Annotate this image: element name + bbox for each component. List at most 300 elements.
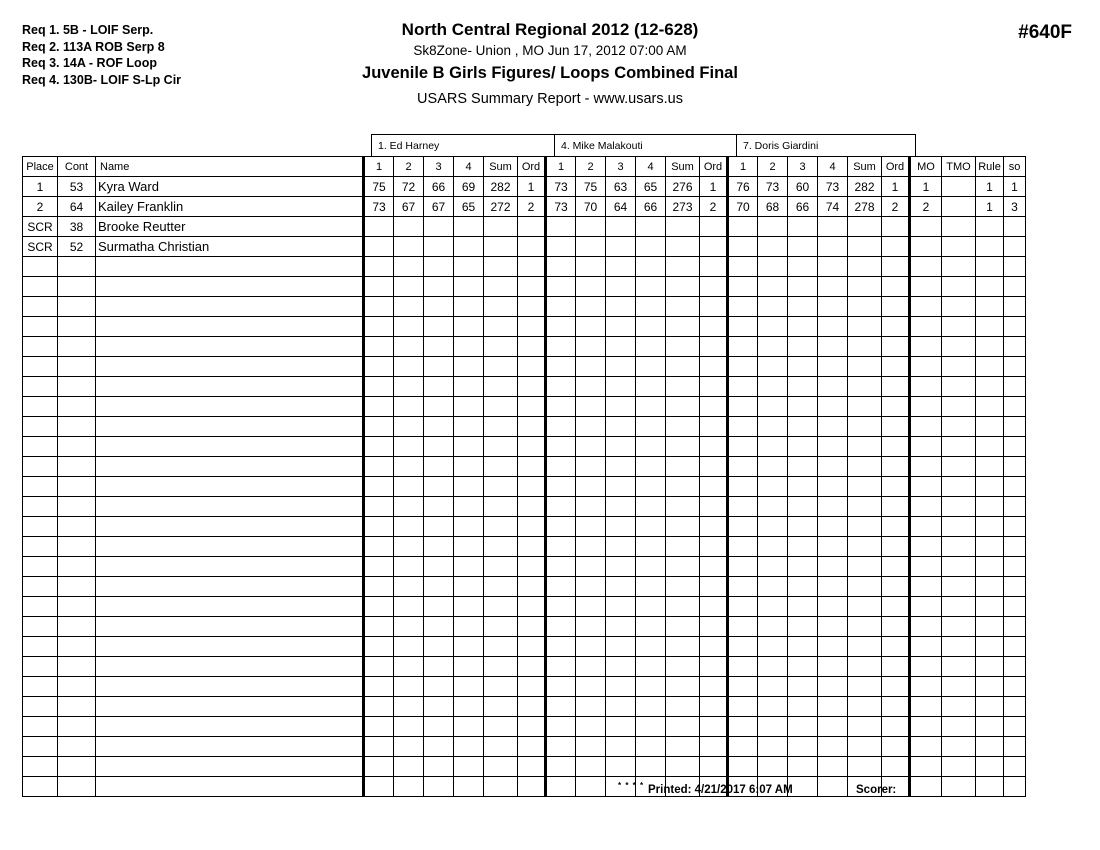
cell-j1-score-3 (424, 477, 454, 497)
cell-cont (58, 517, 96, 537)
cell-j2-score-4 (636, 717, 666, 737)
cell-j1-score-4: 69 (454, 177, 484, 197)
cell-j2-sum: 276 (666, 177, 700, 197)
cell-j1-score-4 (454, 237, 484, 257)
cell-j3-sum (848, 597, 882, 617)
cell-j3-sum (848, 737, 882, 757)
cell-j2-sum (666, 217, 700, 237)
cell-j3-ord (882, 257, 910, 277)
cell-j1-score-1 (364, 777, 394, 797)
cell-j2-ord (700, 577, 728, 597)
cell-j1-score-1 (364, 217, 394, 237)
cell-j3-ord (882, 717, 910, 737)
cell-tmo (942, 357, 976, 377)
cell-j1-score-3 (424, 777, 454, 797)
cell-j3-score-1 (728, 557, 758, 577)
table-row-empty (23, 597, 1026, 617)
cell-name (96, 617, 364, 637)
cell-j3-score-4: 73 (818, 177, 848, 197)
cell-j1-score-3 (424, 237, 454, 257)
cell-j2-score-3 (606, 257, 636, 277)
cell-so (1004, 397, 1026, 417)
cell-j2-score-2 (576, 277, 606, 297)
cell-j1-score-3 (424, 497, 454, 517)
cell-j1-score-3 (424, 677, 454, 697)
cell-j3-sum (848, 677, 882, 697)
cell-j2-ord (700, 297, 728, 317)
cell-j3-score-1 (728, 417, 758, 437)
cell-j3-score-4 (818, 757, 848, 777)
cell-name (96, 677, 364, 697)
cell-j2-ord (700, 617, 728, 637)
cell-j1-score-1 (364, 257, 394, 277)
cell-j1-ord (518, 537, 546, 557)
cell-j1-score-3 (424, 437, 454, 457)
cell-j1-score-2 (394, 517, 424, 537)
cell-j3-sum (848, 497, 882, 517)
cell-j1-score-3 (424, 217, 454, 237)
cell-j1-score-2 (394, 757, 424, 777)
cell-j3-score-4 (818, 437, 848, 457)
cell-j3-sum (848, 457, 882, 477)
cell-place (23, 457, 58, 477)
cell-j3-sum (848, 477, 882, 497)
cell-mo (910, 417, 942, 437)
cell-j1-sum (484, 397, 518, 417)
table-header-row (23, 157, 1026, 177)
table-row-empty (23, 717, 1026, 737)
cell-j2-sum (666, 737, 700, 757)
cell-j3-score-3 (788, 297, 818, 317)
cell-j3-score-3 (788, 317, 818, 337)
cell-j3-ord (882, 477, 910, 497)
cell-tmo (942, 317, 976, 337)
cell-j1-score-2 (394, 397, 424, 417)
cell-j1-score-4 (454, 217, 484, 237)
cell-j2-ord (700, 457, 728, 477)
table-row-empty (23, 617, 1026, 637)
cell-j3-sum (848, 397, 882, 417)
cell-j2-score-3 (606, 757, 636, 777)
cell-mo (910, 257, 942, 277)
cell-so (1004, 217, 1026, 237)
cell-j1-ord (518, 577, 546, 597)
cell-place (23, 417, 58, 437)
cell-j3-score-4 (818, 777, 848, 797)
cell-j2-score-2 (576, 537, 606, 557)
cell-j3-score-2: 68 (758, 197, 788, 217)
cell-tmo (942, 257, 976, 277)
col-header-j2-3: 3 (606, 157, 636, 177)
cell-j3-score-1 (728, 257, 758, 277)
cell-j3-score-3: 60 (788, 177, 818, 197)
cell-j2-score-4 (636, 617, 666, 637)
cell-j1-score-2 (394, 377, 424, 397)
cell-cont (58, 337, 96, 357)
cell-j1-score-3 (424, 337, 454, 357)
cell-j2-score-4 (636, 497, 666, 517)
cell-rule (976, 377, 1004, 397)
col-header-j2-ord: Ord (700, 157, 728, 177)
cell-name (96, 577, 364, 597)
cell-place (23, 617, 58, 637)
cell-cont (58, 297, 96, 317)
cell-j1-score-3 (424, 737, 454, 757)
cell-j1-score-3 (424, 717, 454, 737)
cell-rule (976, 477, 1004, 497)
table-row-empty (23, 537, 1026, 557)
cell-place (23, 697, 58, 717)
cell-tmo (942, 417, 976, 437)
cell-rule (976, 697, 1004, 717)
cell-cont (58, 717, 96, 737)
cell-j3-ord (882, 437, 910, 457)
table-row-empty (23, 397, 1026, 417)
col-header-j2-4: 4 (636, 157, 666, 177)
cell-tmo (942, 217, 976, 237)
cell-cont (58, 557, 96, 577)
cell-j3-score-2 (758, 377, 788, 397)
table-row-empty (23, 637, 1026, 657)
cell-j3-score-4 (818, 497, 848, 517)
cell-mo (910, 677, 942, 697)
col-header-mo: MO (910, 157, 942, 177)
cell-j2-score-2 (576, 317, 606, 337)
cell-j1-sum (484, 437, 518, 457)
cell-j1-sum (484, 497, 518, 517)
cell-j1-score-1 (364, 277, 394, 297)
cell-j3-score-4 (818, 297, 848, 317)
cell-j3-score-2 (758, 397, 788, 417)
cell-j1-ord (518, 717, 546, 737)
cell-place (23, 677, 58, 697)
cell-j2-score-3: 63 (606, 177, 636, 197)
cell-j3-score-1 (728, 337, 758, 357)
cell-j2-sum (666, 677, 700, 697)
cell-place (23, 257, 58, 277)
cell-j3-score-4 (818, 317, 848, 337)
cell-j3-score-1 (728, 297, 758, 317)
cell-j2-score-1: 73 (546, 177, 576, 197)
cell-j1-score-4 (454, 277, 484, 297)
col-header-j3-1: 1 (728, 157, 758, 177)
cell-j2-score-4 (636, 677, 666, 697)
col-header-j2-2: 2 (576, 157, 606, 177)
cell-j1-ord (518, 557, 546, 577)
col-header-j3-3: 3 (788, 157, 818, 177)
cell-j1-score-1 (364, 657, 394, 677)
cell-tmo (942, 717, 976, 737)
cell-place (23, 437, 58, 457)
col-header-rule: Rule (976, 157, 1004, 177)
cell-tmo (942, 457, 976, 477)
cell-j3-score-4 (818, 657, 848, 677)
cell-mo (910, 397, 942, 417)
cell-j3-score-2 (758, 597, 788, 617)
cell-j3-score-3 (788, 377, 818, 397)
cell-j3-score-2 (758, 357, 788, 377)
cell-j3-score-2 (758, 537, 788, 557)
col-header-j1-sum: Sum (484, 157, 518, 177)
cell-j2-score-1 (546, 757, 576, 777)
cell-j1-score-4: 65 (454, 197, 484, 217)
cell-so (1004, 537, 1026, 557)
cell-j2-score-3 (606, 357, 636, 377)
cell-j1-sum (484, 237, 518, 257)
cell-j1-score-2 (394, 237, 424, 257)
cell-name (96, 757, 364, 777)
cell-j3-score-2 (758, 217, 788, 237)
cell-mo (910, 477, 942, 497)
cell-j1-score-3 (424, 257, 454, 277)
cell-j3-score-2 (758, 277, 788, 297)
cell-mo (910, 517, 942, 537)
cell-rule (976, 337, 1004, 357)
table-row-empty (23, 417, 1026, 437)
cell-j2-score-2 (576, 377, 606, 397)
cell-tmo (942, 637, 976, 657)
cell-j1-ord (518, 417, 546, 437)
cell-j3-score-2 (758, 297, 788, 317)
requirement-item: Req 1. 5B - LOIF Serp. (22, 23, 154, 37)
cell-j1-score-1 (364, 697, 394, 717)
event-title: Juvenile B Girls Figures/ Loops Combined Final (362, 64, 738, 82)
cell-j1-sum (484, 737, 518, 757)
cell-j3-sum (848, 557, 882, 577)
cell-j2-score-1 (546, 257, 576, 277)
cell-j3-score-2 (758, 337, 788, 357)
cell-j2-sum (666, 577, 700, 597)
cell-j2-score-3 (606, 697, 636, 717)
judge-label-1: 1. Ed Harney (378, 139, 440, 152)
cell-place (23, 517, 58, 537)
cell-name (96, 277, 364, 297)
cell-j3-score-1 (728, 217, 758, 237)
table-row-empty (23, 437, 1026, 457)
cell-j1-ord (518, 477, 546, 497)
cell-j1-score-4 (454, 477, 484, 497)
cell-j2-score-1 (546, 537, 576, 557)
cell-j1-score-4 (454, 457, 484, 477)
cell-j1-score-4 (454, 777, 484, 797)
cell-j3-score-4 (818, 557, 848, 577)
cell-rule (976, 777, 1004, 797)
cell-j1-ord (518, 217, 546, 237)
cell-j2-sum (666, 517, 700, 537)
cell-place (23, 377, 58, 397)
cell-j3-ord (882, 297, 910, 317)
cell-tmo (942, 597, 976, 617)
cell-j3-sum (848, 337, 882, 357)
cell-j2-score-4 (636, 577, 666, 597)
cell-so (1004, 737, 1026, 757)
cell-j3-score-2 (758, 757, 788, 777)
cell-j3-ord (882, 217, 910, 237)
cell-j2-score-2 (576, 237, 606, 257)
cell-j3-score-4 (818, 477, 848, 497)
cell-j3-ord (882, 317, 910, 337)
cell-name (96, 317, 364, 337)
cell-j3-score-2 (758, 737, 788, 757)
cell-j1-score-3: 66 (424, 177, 454, 197)
table-row-empty (23, 297, 1026, 317)
cell-j1-score-1 (364, 397, 394, 417)
cell-j2-score-4 (636, 737, 666, 757)
cell-name (96, 337, 364, 357)
cell-j2-score-1 (546, 377, 576, 397)
cell-j2-score-4 (636, 757, 666, 777)
cell-tmo (942, 537, 976, 557)
cell-j1-score-1 (364, 357, 394, 377)
cell-j3-score-1 (728, 357, 758, 377)
cell-j2-score-1 (546, 457, 576, 477)
cell-j2-score-1 (546, 597, 576, 617)
cell-j2-score-4 (636, 217, 666, 237)
cell-j2-score-4 (636, 237, 666, 257)
cell-j3-score-1 (728, 617, 758, 637)
cell-name (96, 297, 364, 317)
cell-j2-score-1 (546, 717, 576, 737)
cell-j2-score-4 (636, 457, 666, 477)
cell-j2-sum (666, 497, 700, 517)
col-header-place: Place (23, 157, 58, 177)
cell-j2-sum (666, 657, 700, 677)
cell-j1-score-2 (394, 697, 424, 717)
cell-j1-score-4 (454, 517, 484, 537)
cell-j3-ord (882, 757, 910, 777)
cell-j2-score-1 (546, 437, 576, 457)
cell-j1-score-2 (394, 437, 424, 457)
cell-j2-sum (666, 277, 700, 297)
cell-j2-score-4 (636, 297, 666, 317)
cell-j1-score-1 (364, 517, 394, 537)
cell-j3-ord (882, 277, 910, 297)
cell-j3-sum (848, 257, 882, 277)
cell-j2-score-3 (606, 237, 636, 257)
cell-j1-sum (484, 337, 518, 357)
cell-j2-score-4 (636, 397, 666, 417)
cell-j3-score-4 (818, 537, 848, 557)
cell-j1-sum (484, 477, 518, 497)
cell-j3-score-1 (728, 737, 758, 757)
cell-j3-score-1 (728, 397, 758, 417)
cell-place (23, 477, 58, 497)
requirement-item: Req 3. 14A - ROF Loop (22, 56, 157, 70)
cell-j2-score-4: 66 (636, 197, 666, 217)
cell-rule (976, 577, 1004, 597)
cell-j3-score-4 (818, 257, 848, 277)
cell-j1-sum (484, 777, 518, 797)
cell-so (1004, 337, 1026, 357)
cell-j1-score-2 (394, 537, 424, 557)
cell-rule (976, 297, 1004, 317)
cell-j3-score-1 (728, 477, 758, 497)
cell-j2-score-2 (576, 297, 606, 317)
cell-j3-score-2 (758, 577, 788, 597)
cell-j2-ord (700, 537, 728, 557)
cell-j2-score-1 (546, 637, 576, 657)
cell-j3-score-2 (758, 557, 788, 577)
cell-j2-ord (700, 737, 728, 757)
cell-j3-score-1 (728, 677, 758, 697)
table-row (23, 217, 1026, 237)
cell-j2-score-3 (606, 477, 636, 497)
cell-cont (58, 257, 96, 277)
cell-name: Kailey Franklin (96, 197, 364, 217)
cell-j3-score-1: 76 (728, 177, 758, 197)
cell-so (1004, 437, 1026, 457)
cell-j2-score-2 (576, 257, 606, 277)
col-header-j1-ord: Ord (518, 157, 546, 177)
cell-j2-score-4 (636, 417, 666, 437)
cell-j3-ord (882, 557, 910, 577)
cell-j3-sum (848, 637, 882, 657)
table-row-empty (23, 657, 1026, 677)
cell-j3-score-4 (818, 517, 848, 537)
cell-j1-score-3 (424, 697, 454, 717)
cell-j1-ord: 2 (518, 197, 546, 217)
cell-j1-ord (518, 737, 546, 757)
cell-rule (976, 497, 1004, 517)
cell-rule (976, 257, 1004, 277)
cell-place (23, 657, 58, 677)
cell-j3-score-3 (788, 417, 818, 437)
cell-j1-sum (484, 357, 518, 377)
cell-j2-score-4 (636, 697, 666, 717)
cell-j2-score-4 (636, 597, 666, 617)
cell-j3-score-3 (788, 357, 818, 377)
cell-cont (58, 417, 96, 437)
cell-j3-sum (848, 657, 882, 677)
table-row-empty (23, 337, 1026, 357)
cell-j1-score-1 (364, 537, 394, 557)
cell-mo (910, 337, 942, 357)
cell-j2-score-2 (576, 437, 606, 457)
cell-j1-sum (484, 717, 518, 737)
cell-j3-score-3 (788, 397, 818, 417)
cell-j2-score-1 (546, 337, 576, 357)
cell-tmo (942, 177, 976, 197)
cell-j3-sum (848, 217, 882, 237)
cell-j1-score-2 (394, 557, 424, 577)
cell-j3-score-4 (818, 357, 848, 377)
cell-j3-score-3 (788, 757, 818, 777)
cell-so (1004, 697, 1026, 717)
cell-mo (910, 217, 942, 237)
cell-name (96, 717, 364, 737)
cell-j2-score-2 (576, 397, 606, 417)
cell-j1-sum (484, 257, 518, 277)
table-row-empty (23, 757, 1026, 777)
cell-so (1004, 377, 1026, 397)
cell-j2-score-1 (546, 497, 576, 517)
cell-j2-score-4 (636, 277, 666, 297)
cell-j3-score-3 (788, 337, 818, 357)
cell-rule (976, 217, 1004, 237)
cell-j1-sum (484, 597, 518, 617)
table-row-empty (23, 677, 1026, 697)
cell-j1-score-3 (424, 457, 454, 477)
cell-j2-sum (666, 717, 700, 737)
table-row-empty (23, 697, 1026, 717)
cell-j2-sum (666, 377, 700, 397)
cell-j2-ord (700, 257, 728, 277)
cell-j2-score-3 (606, 717, 636, 737)
cell-name: Kyra Ward (96, 177, 364, 197)
cell-j1-score-1 (364, 577, 394, 597)
cell-j3-sum: 282 (848, 177, 882, 197)
cell-j3-ord (882, 357, 910, 377)
